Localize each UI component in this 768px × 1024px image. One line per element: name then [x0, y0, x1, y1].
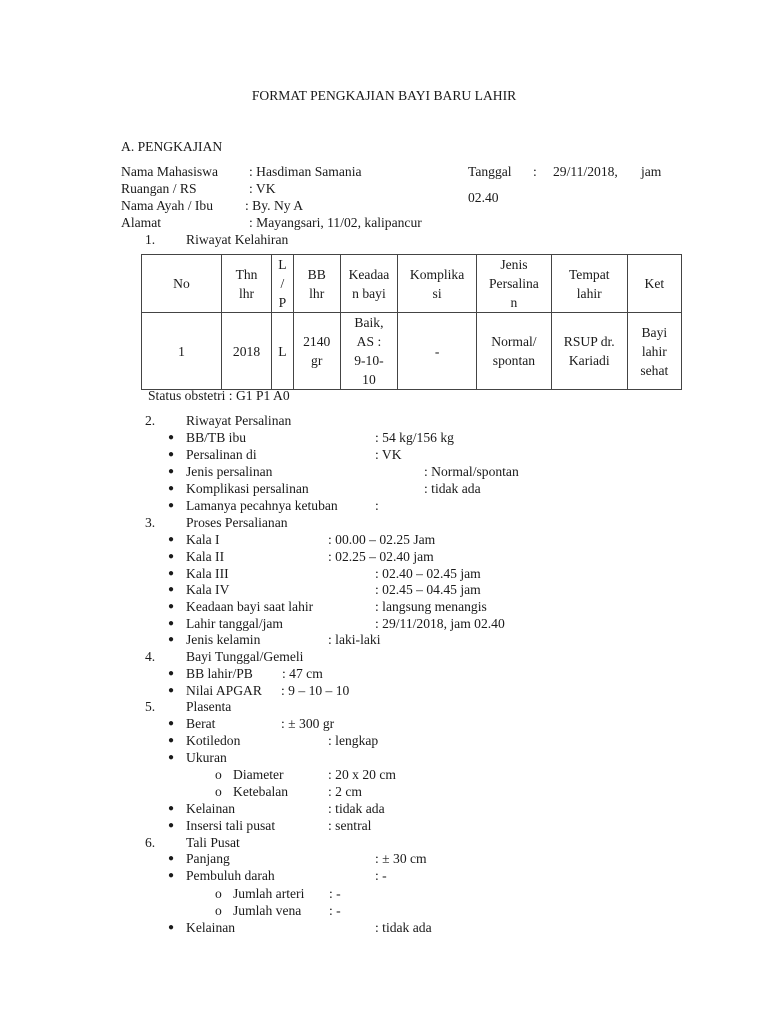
ruangan-value: : VK: [249, 181, 276, 196]
bullet-icon: ●: [168, 483, 175, 494]
alamat-label: Alamat: [121, 215, 162, 230]
section-5-number: 5.: [145, 699, 156, 714]
item-label: Keadaan bayi saat lahir: [186, 599, 314, 614]
item-label: Kala III: [186, 566, 229, 581]
section-1-title: Riwayat Kelahiran: [186, 232, 289, 247]
item-label: BB/TB ibu: [186, 430, 247, 445]
bullet-icon: ●: [168, 601, 175, 612]
tanggal-colon: :: [533, 164, 537, 179]
item-value: : 02.40 – 02.45 jam: [375, 566, 481, 581]
bullet-icon: ●: [168, 618, 175, 629]
berat-label: Berat: [186, 716, 216, 731]
item-value: : 02.45 – 04.45 jam: [375, 582, 481, 597]
diameter-label: Diameter: [233, 767, 284, 782]
item-label: Kala IV: [186, 582, 230, 597]
diameter-value: : 20 x 20 cm: [328, 767, 396, 782]
table-cell: Bayi lahir sehat: [627, 313, 681, 390]
table-cell: 2140 gr: [293, 313, 340, 390]
ketebalan-label: Ketebalan: [233, 784, 289, 799]
kelainan-tali-value: : tidak ada: [375, 920, 432, 935]
header-cell: L / P: [272, 255, 294, 313]
bullet-icon: ●: [168, 449, 175, 460]
section-5-title: Plasenta: [186, 699, 232, 714]
item-value: : 47 cm: [282, 666, 323, 681]
item-value: : langsung menangis: [375, 599, 487, 614]
ayah-ibu-value: : By. Ny A: [245, 198, 304, 213]
panjang-value: : ± 30 cm: [375, 851, 427, 866]
circle-bullet-icon: o: [215, 886, 222, 901]
pembuluh-value: : -: [375, 868, 387, 883]
bullet-icon: ●: [168, 500, 175, 511]
table-cell: Baik, AS : 9-10- 10: [340, 313, 397, 390]
section-6-number: 6.: [145, 835, 156, 850]
item-label: BB lahir/PB: [186, 666, 253, 681]
status-obstetri: Status obstetri : G1 P1 A0: [148, 388, 290, 403]
item-label: Kala II: [186, 549, 225, 564]
bullet-icon: ●: [168, 534, 175, 545]
item-label: Jenis persalinan: [186, 464, 273, 479]
circle-bullet-icon: o: [215, 767, 222, 782]
header-cell: Keadaa n bayi: [340, 255, 397, 313]
table-header-row: [142, 255, 682, 313]
bullet-icon: ●: [168, 568, 175, 579]
table-cell: Normal/ spontan: [477, 313, 552, 390]
alamat-value: : Mayangsari, 11/02, kalipancur: [249, 215, 422, 230]
table-cell: -: [398, 313, 477, 390]
item-value: : 02.25 – 02.40 jam: [328, 549, 434, 564]
bullet-icon: ●: [168, 584, 175, 595]
section-3-number: 3.: [145, 515, 156, 530]
circle-bullet-icon: o: [215, 903, 222, 918]
kotiledon-label: Kotiledon: [186, 733, 241, 748]
item-label: Jenis kelamin: [186, 632, 261, 647]
vena-value: : -: [329, 903, 341, 918]
jam-label: jam: [641, 164, 662, 179]
item-value: : VK: [375, 447, 402, 462]
item-label: Lamanya pecahnya ketuban: [186, 498, 338, 513]
table-cell: RSUP dr. Kariadi: [551, 313, 627, 390]
tanggal-label: Tanggal: [468, 164, 512, 179]
item-value: : 00.00 – 02.25 Jam: [328, 532, 436, 547]
section-2-number: 2.: [145, 413, 156, 428]
item-label: Persalinan di: [186, 447, 257, 462]
pembuluh-label: Pembuluh darah: [186, 868, 275, 883]
nama-mahasiswa-label: Nama Mahasiswa: [121, 164, 219, 179]
insersi-value: : sentral: [328, 818, 372, 833]
bullet-icon: ●: [168, 870, 175, 881]
item-label: Lahir tanggal/jam: [186, 616, 284, 631]
bullet-icon: ●: [168, 668, 175, 679]
item-value: : 9 – 10 – 10: [281, 683, 350, 698]
bullet-icon: ●: [168, 735, 175, 746]
document-title: FORMAT PENGKAJIAN BAYI BARU LAHIR: [251, 88, 517, 103]
nama-mahasiswa-value: : Hasdiman Samania: [249, 164, 362, 179]
header-cell: Jenis Persalina n: [477, 255, 552, 313]
insersi-label: Insersi tali pusat: [186, 818, 276, 833]
arteri-label: Jumlah arteri: [233, 886, 305, 901]
header-cell: Komplika si: [398, 255, 477, 313]
ukuran-label: Ukuran: [186, 750, 227, 765]
section-4-number: 4.: [145, 649, 156, 664]
bullet-icon: ●: [168, 685, 175, 696]
section-3-title: Proses Persalianan: [186, 515, 288, 530]
bullet-icon: ●: [168, 752, 175, 763]
ayah-ibu-label: Nama Ayah / Ibu: [121, 198, 213, 213]
header-cell: BB lhr: [293, 255, 340, 313]
section-6-title: Tali Pusat: [186, 835, 240, 850]
item-label: Komplikasi persalinan: [186, 481, 309, 496]
table-cell: L: [272, 313, 294, 390]
section-4-title: Bayi Tunggal/Gemeli: [186, 649, 304, 664]
bullet-icon: ●: [168, 551, 175, 562]
bullet-icon: ●: [168, 853, 175, 864]
kelainan-value: : tidak ada: [328, 801, 385, 816]
ketebalan-value: : 2 cm: [328, 784, 362, 799]
item-value: : Normal/spontan: [424, 464, 519, 479]
arteri-value: : -: [329, 886, 341, 901]
header-cell: Thn lhr: [221, 255, 271, 313]
section-heading: A. PENGKAJIAN: [121, 139, 223, 154]
bullet-icon: ●: [168, 718, 175, 729]
jam-value: 02.40: [468, 190, 499, 205]
bullet-icon: ●: [168, 634, 175, 645]
bullet-icon: ●: [168, 922, 175, 933]
section-1-number: 1.: [145, 232, 156, 247]
item-value: : tidak ada: [424, 481, 481, 496]
riwayat-kelahiran-table: [141, 254, 682, 390]
kelainan-tali-label: Kelainan: [186, 920, 236, 935]
header-cell: No: [142, 255, 222, 313]
header-cell: Tempat lahir: [551, 255, 627, 313]
kotiledon-value: : lengkap: [328, 733, 379, 748]
ruangan-label: Ruangan / RS: [121, 181, 197, 196]
kelainan-label: Kelainan: [186, 801, 236, 816]
table-cell: 1: [142, 313, 222, 390]
vena-label: Jumlah vena: [233, 903, 302, 918]
bullet-icon: ●: [168, 820, 175, 831]
section-2-title: Riwayat Persalinan: [186, 413, 292, 428]
header-cell: Ket: [627, 255, 681, 313]
item-value: : laki-laki: [328, 632, 381, 647]
bullet-icon: ●: [168, 466, 175, 477]
item-label: Kala I: [186, 532, 220, 547]
item-value: : 54 kg/156 kg: [375, 430, 454, 445]
berat-value: : ± 300 gr: [281, 716, 335, 731]
item-value: :: [375, 498, 379, 513]
bullet-icon: ●: [168, 803, 175, 814]
circle-bullet-icon: o: [215, 784, 222, 799]
item-label: Nilai APGAR: [186, 683, 262, 698]
item-value: : 29/11/2018, jam 02.40: [375, 616, 505, 631]
panjang-label: Panjang: [186, 851, 230, 866]
table-row: [142, 313, 682, 390]
tanggal-value: 29/11/2018,: [553, 164, 618, 179]
table-cell: 2018: [221, 313, 271, 390]
bullet-icon: ●: [168, 432, 175, 443]
